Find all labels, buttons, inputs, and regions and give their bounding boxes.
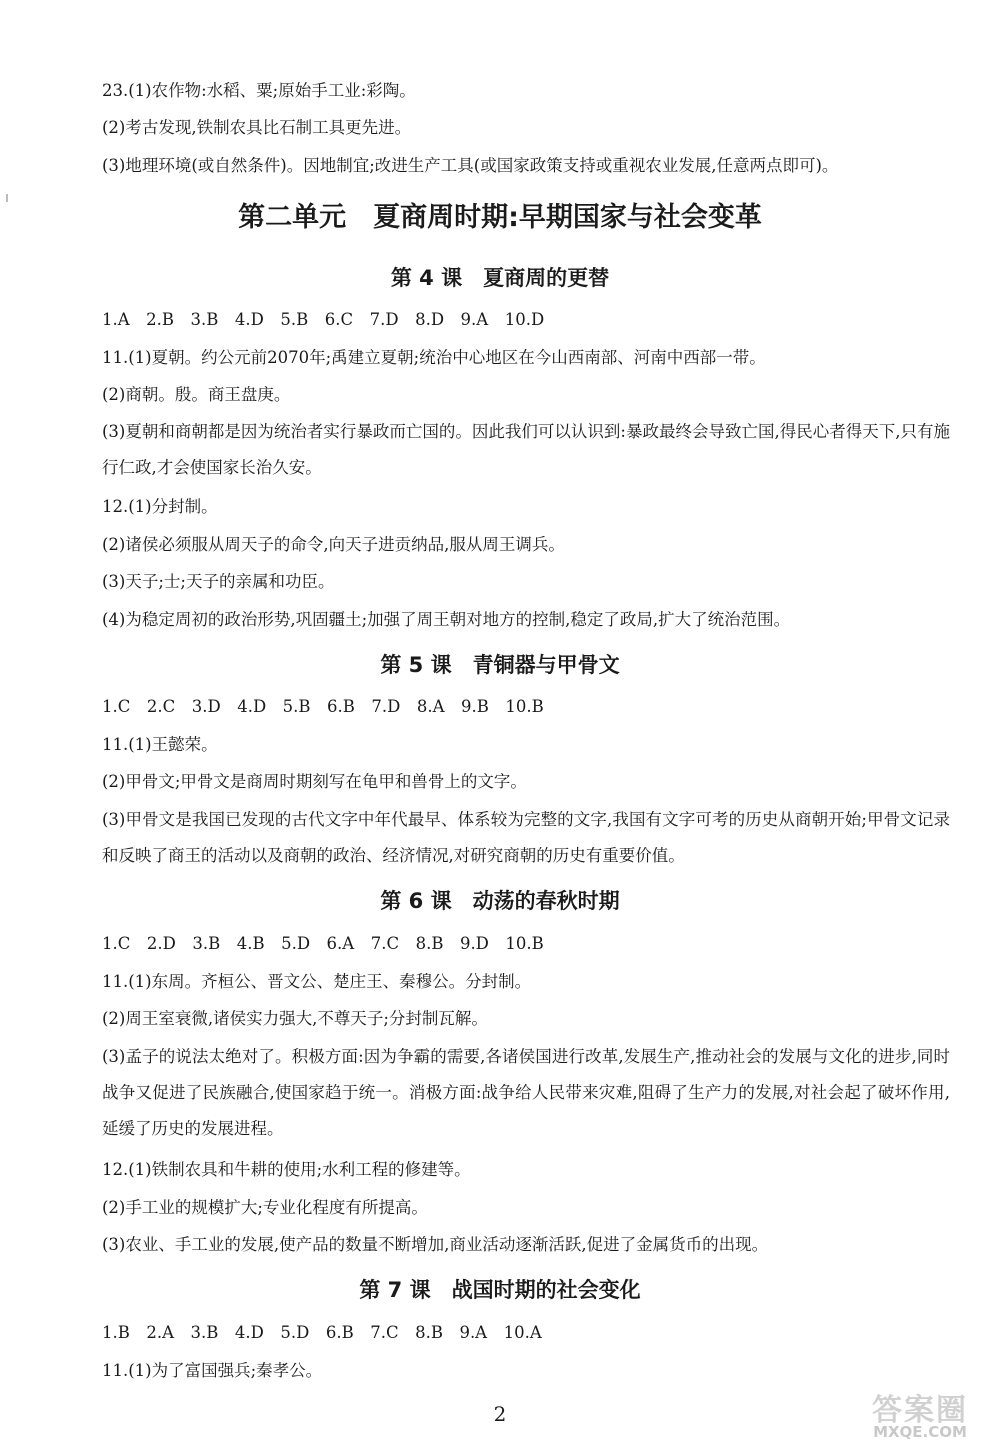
lesson-6-answer-12-2: (2)手工业的规模扩大;专业化程度有所提高。: [102, 1198, 428, 1217]
lesson-5-title: 第 5 课 青铜器与甲骨文: [380, 653, 620, 677]
lesson-4-answer-11-3: (3)夏朝和商朝都是因为统治者实行暴政而亡国的。因此我们可以认识到:暴政最终会导致亡国,得民心者得天下,只有施行仁政,才会使国家长治久安。: [102, 422, 950, 477]
lesson-7-title: 第 7 课 战国时期的社会变化: [359, 1278, 641, 1302]
lesson-6-answer-11-3: (3)孟子的说法太绝对了。积极方面:因为争霸的需要,各诸侯国进行改革,发展生产,推动社会的发展与文化的进步,同时战争又促进了民族融合,使国家趋于统一。消极方面:战争给人民带来灾难,阻碍了生产力的发展,对社会起了破坏作用,延缓了历史的发展进程。: [102, 1047, 950, 1138]
watermark-logo: 答案圈: [872, 1393, 968, 1428]
lesson-5-answer-11-1: 11.(1)王懿荣。: [102, 735, 218, 754]
watermark: [850, 1385, 990, 1445]
lesson-5-answer-11-2: (2)甲骨文;甲骨文是商周时期刻写在龟甲和兽骨上的文字。: [102, 772, 527, 791]
lesson-6-choice-answers: 1.C 2.D 3.B 4.B 5.D 6.A 7.C 8.B 9.D 10.B: [102, 934, 544, 953]
answer-23-1: 23.(1)农作物:水稻、粟;原始手工业:彩陶。: [102, 81, 416, 100]
lesson-4-choice-answers: 1.A 2.B 3.B 4.D 5.B 6.C 7.D 8.D 9.A 10.D: [102, 310, 545, 329]
lesson-5-choice-answers: 1.C 2.C 3.D 4.D 5.B 6.B 7.D 8.A 9.B 10.B: [102, 697, 544, 716]
lesson-4-answer-12-3: (3)天子;士;天子的亲属和功臣。: [102, 572, 335, 591]
lesson-6-title: 第 6 课 动荡的春秋时期: [380, 889, 620, 913]
lesson-4-answer-12-1: 12.(1)分封制。: [102, 497, 218, 516]
lesson-6-answer-11-2: (2)周王室衰微,诸侯实力强大,不尊天子;分封制瓦解。: [102, 1009, 488, 1028]
page-number: 2: [493, 1402, 507, 1426]
lesson-4-answer-11-1: 11.(1)夏朝。约公元前2070年;禹建立夏朝;统治中心地区在今山西南部、河南中西部一带。: [102, 348, 766, 367]
lesson-6-answer-12-1: 12.(1)铁制农具和牛耕的使用;水利工程的修建等。: [102, 1160, 471, 1179]
watermark-url: MXQE.COM: [873, 1423, 967, 1441]
lesson-6-answer-11-1: 11.(1)东周。齐桓公、晋文公、楚庄王、秦穆公。分封制。: [102, 972, 532, 991]
lesson-4-title: 第 4 课 夏商周的更替: [390, 266, 610, 290]
answer-23-2: (2)考古发现,铁制农具比石制工具更先进。: [102, 118, 412, 137]
lesson-7-answer-11-1: 11.(1)为了富国强兵;秦孝公。: [102, 1361, 323, 1380]
lesson-6-answer-12-3: (3)农业、手工业的发展,使产品的数量不断增加,商业活动逐渐活跃,促进了金属货币的出现。: [102, 1235, 769, 1254]
unit-title: 第二单元 夏商周时期:早期国家与社会变革: [238, 202, 762, 233]
lesson-4-answer-11-2: (2)商朝。殷。商王盘庚。: [102, 385, 291, 404]
lesson-4-answer-12-2: (2)诸侯必须服从周天子的命令,向天子进贡纳品,服从周王调兵。: [102, 535, 565, 554]
answer-23-3: (3)地理环境(或自然条件)。因地制宜;改进生产工具(或国家政策支持或重视农业发展,任意两点即可)。: [102, 156, 839, 175]
lesson-7-choice-answers: 1.B 2.A 3.B 4.D 5.D 6.B 7.C 8.B 9.A 10.A: [102, 1323, 542, 1342]
lesson-5-answer-11-3: (3)甲骨文是我国已发现的古代文字中年代最早、体系较为完整的文字,我国有文字可考的历史从商朝开始;甲骨文记录和反映了商王的活动以及商朝的政治、经济情况,对研究商朝的历史有重要价值。: [102, 810, 950, 865]
lesson-4-answer-12-4: (4)为稳定周初的政治形势,巩固疆土;加强了周王朝对地方的控制,稳定了政局,扩大了统治范围。: [102, 610, 791, 629]
